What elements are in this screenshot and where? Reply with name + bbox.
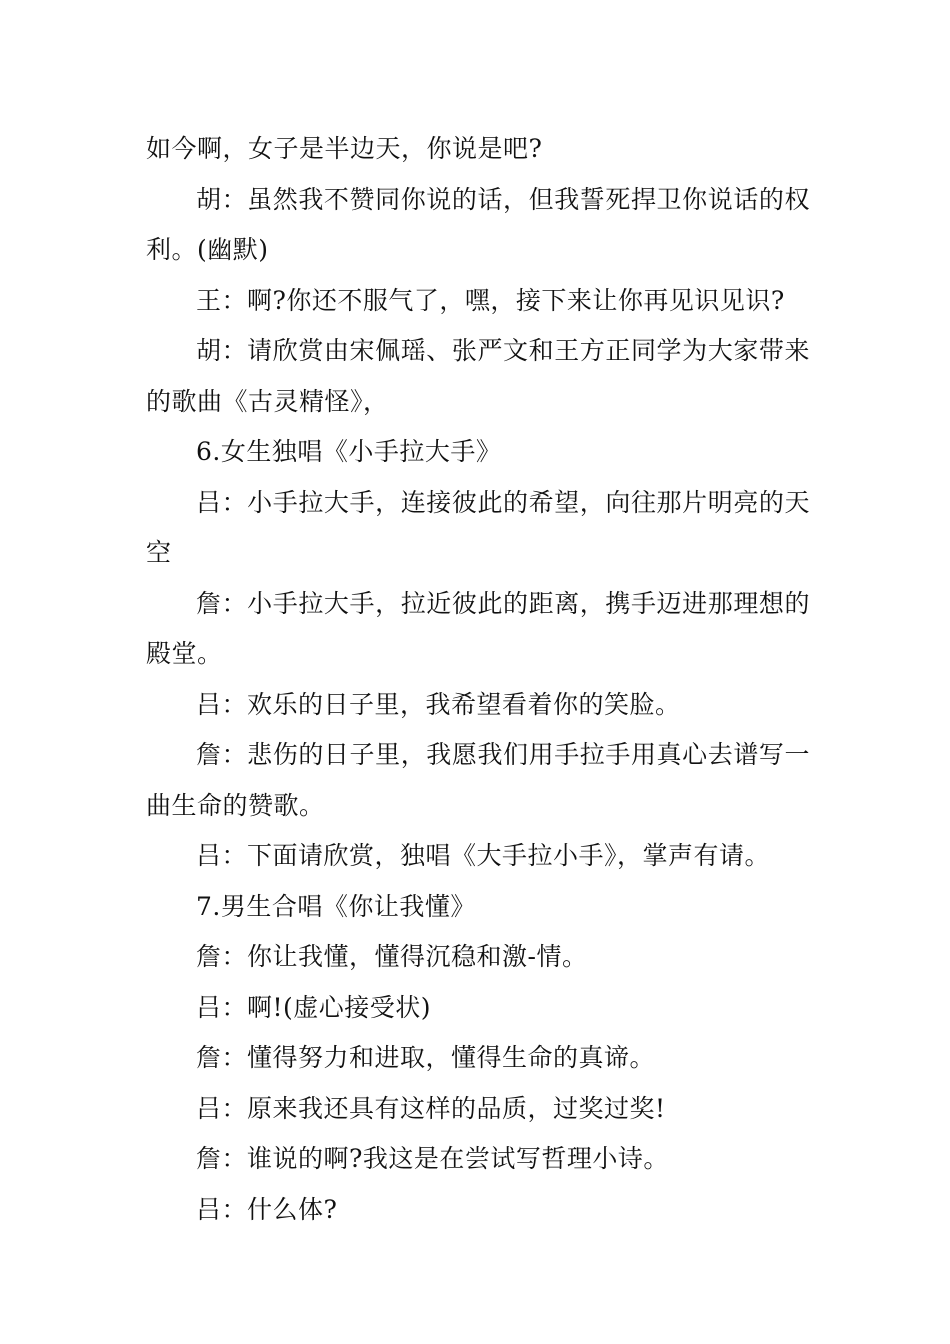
paragraph: 詹：悲伤的日子里，我愿我们用手拉手用真心去谱写一曲生命的赞歌。 <box>146 740 810 820</box>
paragraph: 王：啊?你还不服气了，嘿，接下来让你再见识见识? <box>196 285 785 315</box>
paragraph: 吕：小手拉大手，连接彼此的希望，向往那片明亮的天空 <box>146 487 810 567</box>
paragraph: 胡：请欣赏由宋佩瑶、张严文和王方正同学为大家带来的歌曲《古灵精怪》， <box>146 336 810 416</box>
paragraph: 詹：谁说的啊?我这是在尝试写哲理小诗。 <box>196 1144 669 1173</box>
paragraph: 吕：原来我还具有这样的品质，过奖过奖! <box>196 1093 666 1123</box>
paragraph: 如今啊，女子是半边天，你说是吧? <box>146 134 543 163</box>
paragraph: 詹：懂得努力和进取，懂得生命的真谛。 <box>196 1043 656 1072</box>
section-heading: 6.女生独唱《小手拉大手》 <box>196 437 502 466</box>
paragraph: 吕：下面请欣赏，独唱《大手拉小手》，掌声有请。 <box>196 841 771 870</box>
paragraph: 詹：你让我懂，懂得沉稳和激-情。 <box>196 942 588 971</box>
paragraph: 胡：虽然我不赞同你说的话，但我誓死捍卫你说话的权利。(幽默) <box>146 184 810 264</box>
paragraph: 吕：啊!(虚心接受状) <box>196 992 432 1022</box>
document-body <box>146 124 810 1235</box>
section-heading: 7.男生合唱《你让我懂》 <box>196 891 476 921</box>
paragraph: 吕：欢乐的日子里，我希望看着你的笑脸。 <box>196 689 681 719</box>
paragraph: 詹：小手拉大手，拉近彼此的距离，携手迈进那理想的殿堂。 <box>146 588 810 668</box>
paragraph: 吕：什么体? <box>196 1194 338 1224</box>
